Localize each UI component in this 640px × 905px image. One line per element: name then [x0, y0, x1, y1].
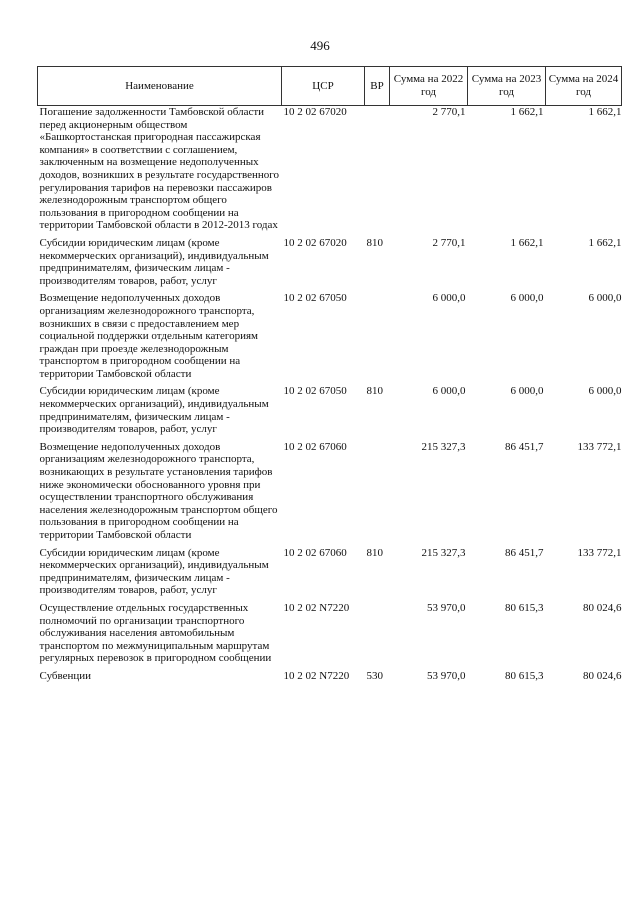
row-name: Субсидии юридическим лицам (кроме некоммерческих организаций), индивидуальным предпринимателям, физическим лицам - производителям товаров, работ, услуг [39, 546, 269, 597]
row-sum-2023: 80 615,3 [505, 669, 544, 682]
row-sum-2023: 86 451,7 [505, 546, 544, 559]
budget-table [37, 66, 622, 688]
header-sum-2024: Сумма на 2024 год [546, 67, 622, 106]
row-name: Возмещение недополученных доходов организациям железнодорожного транспорта, возникающих в результате установления тарифов ниже экономически обоснованного уровня при осуществлении транспортного обслуживания населения железнодорожным транспортом общего пользования в пригородном сообщении на территории Тамбовской области [39, 440, 278, 541]
row-sum-2024: 133 772,1 [577, 546, 622, 559]
row-sum-2023: 1 662,1 [510, 106, 544, 118]
row-vr [365, 441, 390, 547]
row-csr: 10 2 02 67020 [283, 106, 347, 118]
row-sum-2022: 53 970,0 [427, 601, 466, 614]
page-number: 496 [310, 38, 330, 53]
row-vr: 810 [366, 385, 383, 398]
row-vr [365, 602, 390, 670]
table-row [38, 385, 622, 440]
row-sum-2024: 1 662,1 [588, 106, 622, 118]
row-sum-2023: 1 662,1 [510, 236, 544, 249]
row-vr: 530 [366, 669, 383, 682]
header-vr: ВР [365, 67, 390, 106]
row-sum-2024: 80 024,6 [583, 669, 622, 682]
row-sum-2022: 6 000,0 [432, 385, 466, 398]
table-row [38, 292, 622, 385]
header-csr: ЦСР [282, 67, 365, 106]
header-sum-2022: Сумма на 2022 год [390, 67, 468, 106]
row-vr [365, 292, 390, 385]
header-name: Наименование [38, 67, 282, 106]
row-csr: 10 2 02 67050 [283, 385, 347, 398]
row-name: Погашение задолженности Тамбовской области перед акционерным обществом «Башкортостанская пригородная пассажирская компания» в соответствии с соглашением, заключенным на возмещение недополученных доходов, возникших в результате государственного регулирования тарифов на перевозки пассажиров железнодорожным транспортом общего пользования в пригородном сообщении на территории Тамбовской области в 2012-2013 годах [39, 106, 279, 232]
table-row [38, 670, 622, 688]
row-sum-2023: 86 451,7 [505, 440, 544, 453]
header-sum-2023: Сумма на 2023 год [468, 67, 546, 106]
row-name: Осуществление отдельных государственных полномочий по организации транспортного обслуживания населения автомобильным транспортом по межмуниципальным маршрутам регулярных перевозок в пригородном сообщении [39, 601, 272, 665]
row-name: Субвенции [39, 669, 92, 682]
row-sum-2024: 80 024,6 [583, 601, 622, 614]
row-sum-2022: 53 970,0 [427, 669, 466, 682]
row-sum-2024: 1 662,1 [588, 236, 622, 249]
table-row [38, 602, 622, 670]
table-row [38, 106, 622, 237]
table-row [38, 237, 622, 292]
row-csr: 10 2 02 N7220 [283, 669, 350, 682]
row-csr: 10 2 02 67050 [283, 292, 347, 305]
row-vr [365, 106, 390, 237]
row-name: Возмещение недополученных доходов организациям железнодорожного транспорта, возникших в связи с предоставлением мер социальной поддержки отдельным категориям граждан при проезде железнодорожным транспортом в пригородном сообщении на территории Тамбовской области [39, 292, 258, 380]
row-csr: 10 2 02 67020 [283, 236, 347, 249]
row-sum-2024: 6 000,0 [588, 385, 622, 398]
row-sum-2024: 6 000,0 [588, 292, 622, 305]
row-sum-2022: 215 327,3 [421, 440, 466, 453]
table-row [38, 441, 622, 547]
row-name: Субсидии юридическим лицам (кроме некоммерческих организаций), индивидуальным предпринимателям, физическим лицам - производителям товаров, работ, услуг [39, 385, 269, 436]
row-sum-2022: 2 770,1 [432, 106, 466, 118]
row-sum-2023: 6 000,0 [510, 385, 544, 398]
row-csr: 10 2 02 N7220 [283, 601, 350, 614]
row-sum-2023: 6 000,0 [510, 292, 544, 305]
row-vr: 810 [366, 546, 383, 559]
row-sum-2022: 6 000,0 [432, 292, 466, 305]
row-vr: 810 [366, 236, 383, 249]
row-sum-2023: 80 615,3 [505, 601, 544, 614]
row-sum-2024: 133 772,1 [577, 440, 622, 453]
table-header-row [38, 67, 622, 106]
row-sum-2022: 2 770,1 [432, 236, 466, 249]
row-name: Субсидии юридическим лицам (кроме некоммерческих организаций), индивидуальным предпринимателям, физическим лицам - производителям товаров, работ, услуг [39, 236, 269, 287]
row-csr: 10 2 02 67060 [283, 546, 347, 559]
row-csr: 10 2 02 67060 [283, 440, 347, 453]
row-sum-2022: 215 327,3 [421, 546, 466, 559]
table-row [38, 547, 622, 602]
